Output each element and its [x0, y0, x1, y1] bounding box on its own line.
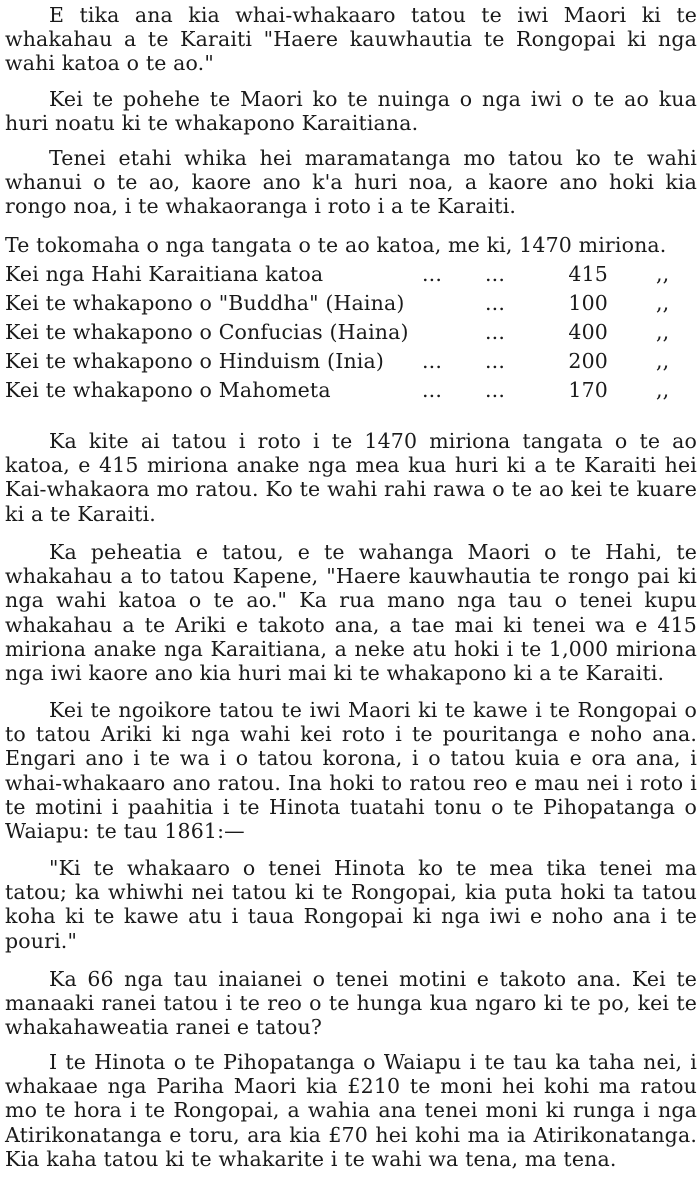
- stats-label: Kei te whakapono o Mahometa: [5, 378, 331, 402]
- stats-value: 170: [568, 378, 608, 402]
- stats-leader-dots: ...: [485, 378, 505, 402]
- stats-value: 415: [568, 262, 608, 286]
- paragraph-6: Ka peheatia e tatou, e te wahanga Maori o te Hahi, te whakahau a to tatou Kapene, "Haere kauwhautia te rongo pai ki nga wahi katoa o te ao." Ka rua mano nga tau o tenei kupu whakahau a te Ariki e takoto ana, a tae mai ki tenei wa e 415 miriona anake nga Karaitiana, a neke atu hoki i te 1,000 miriona nga iwi kaore ano kia huri mai ki te whakapono ki a te Karaiti.: [5, 540, 697, 686]
- stats-label: Kei nga Hahi Karaitiana katoa: [5, 262, 324, 286]
- paragraph-8-quote: "Ki te whakaaro o tenei Hinota ko te mea tika tenei ma tatou; ka whiwhi nei tatou ki te Rongopai, kia puta hoki ta tatou koha ki te kawe atu i taua Rongopai ki nga iwi e noho ana i te pouri.": [5, 856, 697, 953]
- stats-leader-dots: ...: [422, 262, 442, 286]
- paragraph-10: I te Hinota o te Pihopatanga o Waiapu i te tau ka taha nei, i whakaae nga Pariha Maori kia £210 te moni hei kohi ma ratou mo te hora i te Rongopai, a wahia ana tenei moni ki runga i nga Atirikonatanga e toru, ara kia £70 hei kohi ma ia Atirikonatanga. Kia kaha tatou ki te whakarite i te wahi wa tena, ma tena.: [5, 1050, 697, 1171]
- stats-leader-dots: ...: [485, 320, 505, 344]
- stats-unit: ,,: [656, 291, 670, 315]
- stats-row: [5, 262, 697, 288]
- stats-label: Kei te whakapono o Hinduism (Inia): [5, 349, 385, 373]
- stats-unit: ,,: [656, 320, 670, 344]
- paragraph-5: Ka kite ai tatou i roto i te 1470 miriona tangata o te ao katoa, e 415 miriona anake nga mea kua huri ki a te Karaiti hei Kai-whakaora mo ratou. Ko te wahi rahi rawa o te ao kei te kuare ki a te Karaiti.: [5, 429, 697, 526]
- paragraph-1: E tika ana kia whai-whakaaro tatou te iwi Maori ki te whakahau a te Karaiti "Haere kauwhautia te Rongopai ki nga wahi katoa o te ao.": [5, 3, 697, 76]
- stats-value: 200: [568, 349, 608, 373]
- paragraph-9: Ka 66 nga tau inaianei o tenei motini e takoto ana. Kei te manaaki ranei tatou i te reo o te hunga kua ngaro ki te po, kei te whakahaweatia ranei e tatou?: [5, 967, 697, 1040]
- stats-leader-dots: ...: [485, 291, 505, 315]
- stats-leader-dots: ...: [422, 378, 442, 402]
- stats-unit: ,,: [656, 349, 670, 373]
- stats-leader-dots: ...: [485, 262, 505, 286]
- stats-row: [5, 320, 697, 346]
- paragraph-3: Tenei etahi whika hei maramatanga mo tatou ko te wahi whanui o te ao, kaore ano k'a huri noa, a kaore ano hoki kia rongo noa, i te whakaoranga i roto i a te Karaiti.: [5, 146, 697, 219]
- stats-value: 400: [568, 320, 608, 344]
- paragraph-2: Kei te pohehe te Maori ko te nuinga o nga iwi o te ao kua huri noatu ki te whakapono Karaitiana.: [5, 87, 697, 136]
- paragraph-7: Kei te ngoikore tatou te iwi Maori ki te kawe i te Rongopai o to tatou Ariki ki nga wahi kei roto i te pouritanga e noho ana. Engari ano i te wa i o tatou korona, i o tatou kuia e ora ana, i whai-whakaaro ano ratou. Ina hoki to ratou reo e mau nei i roto i te motini i paahitia i te Hinota tuatahi tonu o te Pihopatanga o Waiapu: te tau 1861:—: [5, 698, 697, 844]
- stats-label: Kei te whakapono o "Buddha" (Haina): [5, 291, 405, 315]
- stats-row: [5, 378, 697, 404]
- stats-row: [5, 349, 697, 375]
- stats-row: [5, 291, 697, 317]
- stats-unit: ,,: [656, 378, 670, 402]
- stats-value: 100: [568, 291, 608, 315]
- stats-unit: ,,: [656, 262, 670, 286]
- stats-leader-dots: ...: [485, 349, 505, 373]
- stats-label: Kei te whakapono o Confucias (Haina): [5, 320, 409, 344]
- paragraph-4-total: Te tokomaha o nga tangata o te ao katoa, me ki, 1470 miriona.: [5, 233, 667, 257]
- stats-leader-dots: ...: [422, 349, 442, 373]
